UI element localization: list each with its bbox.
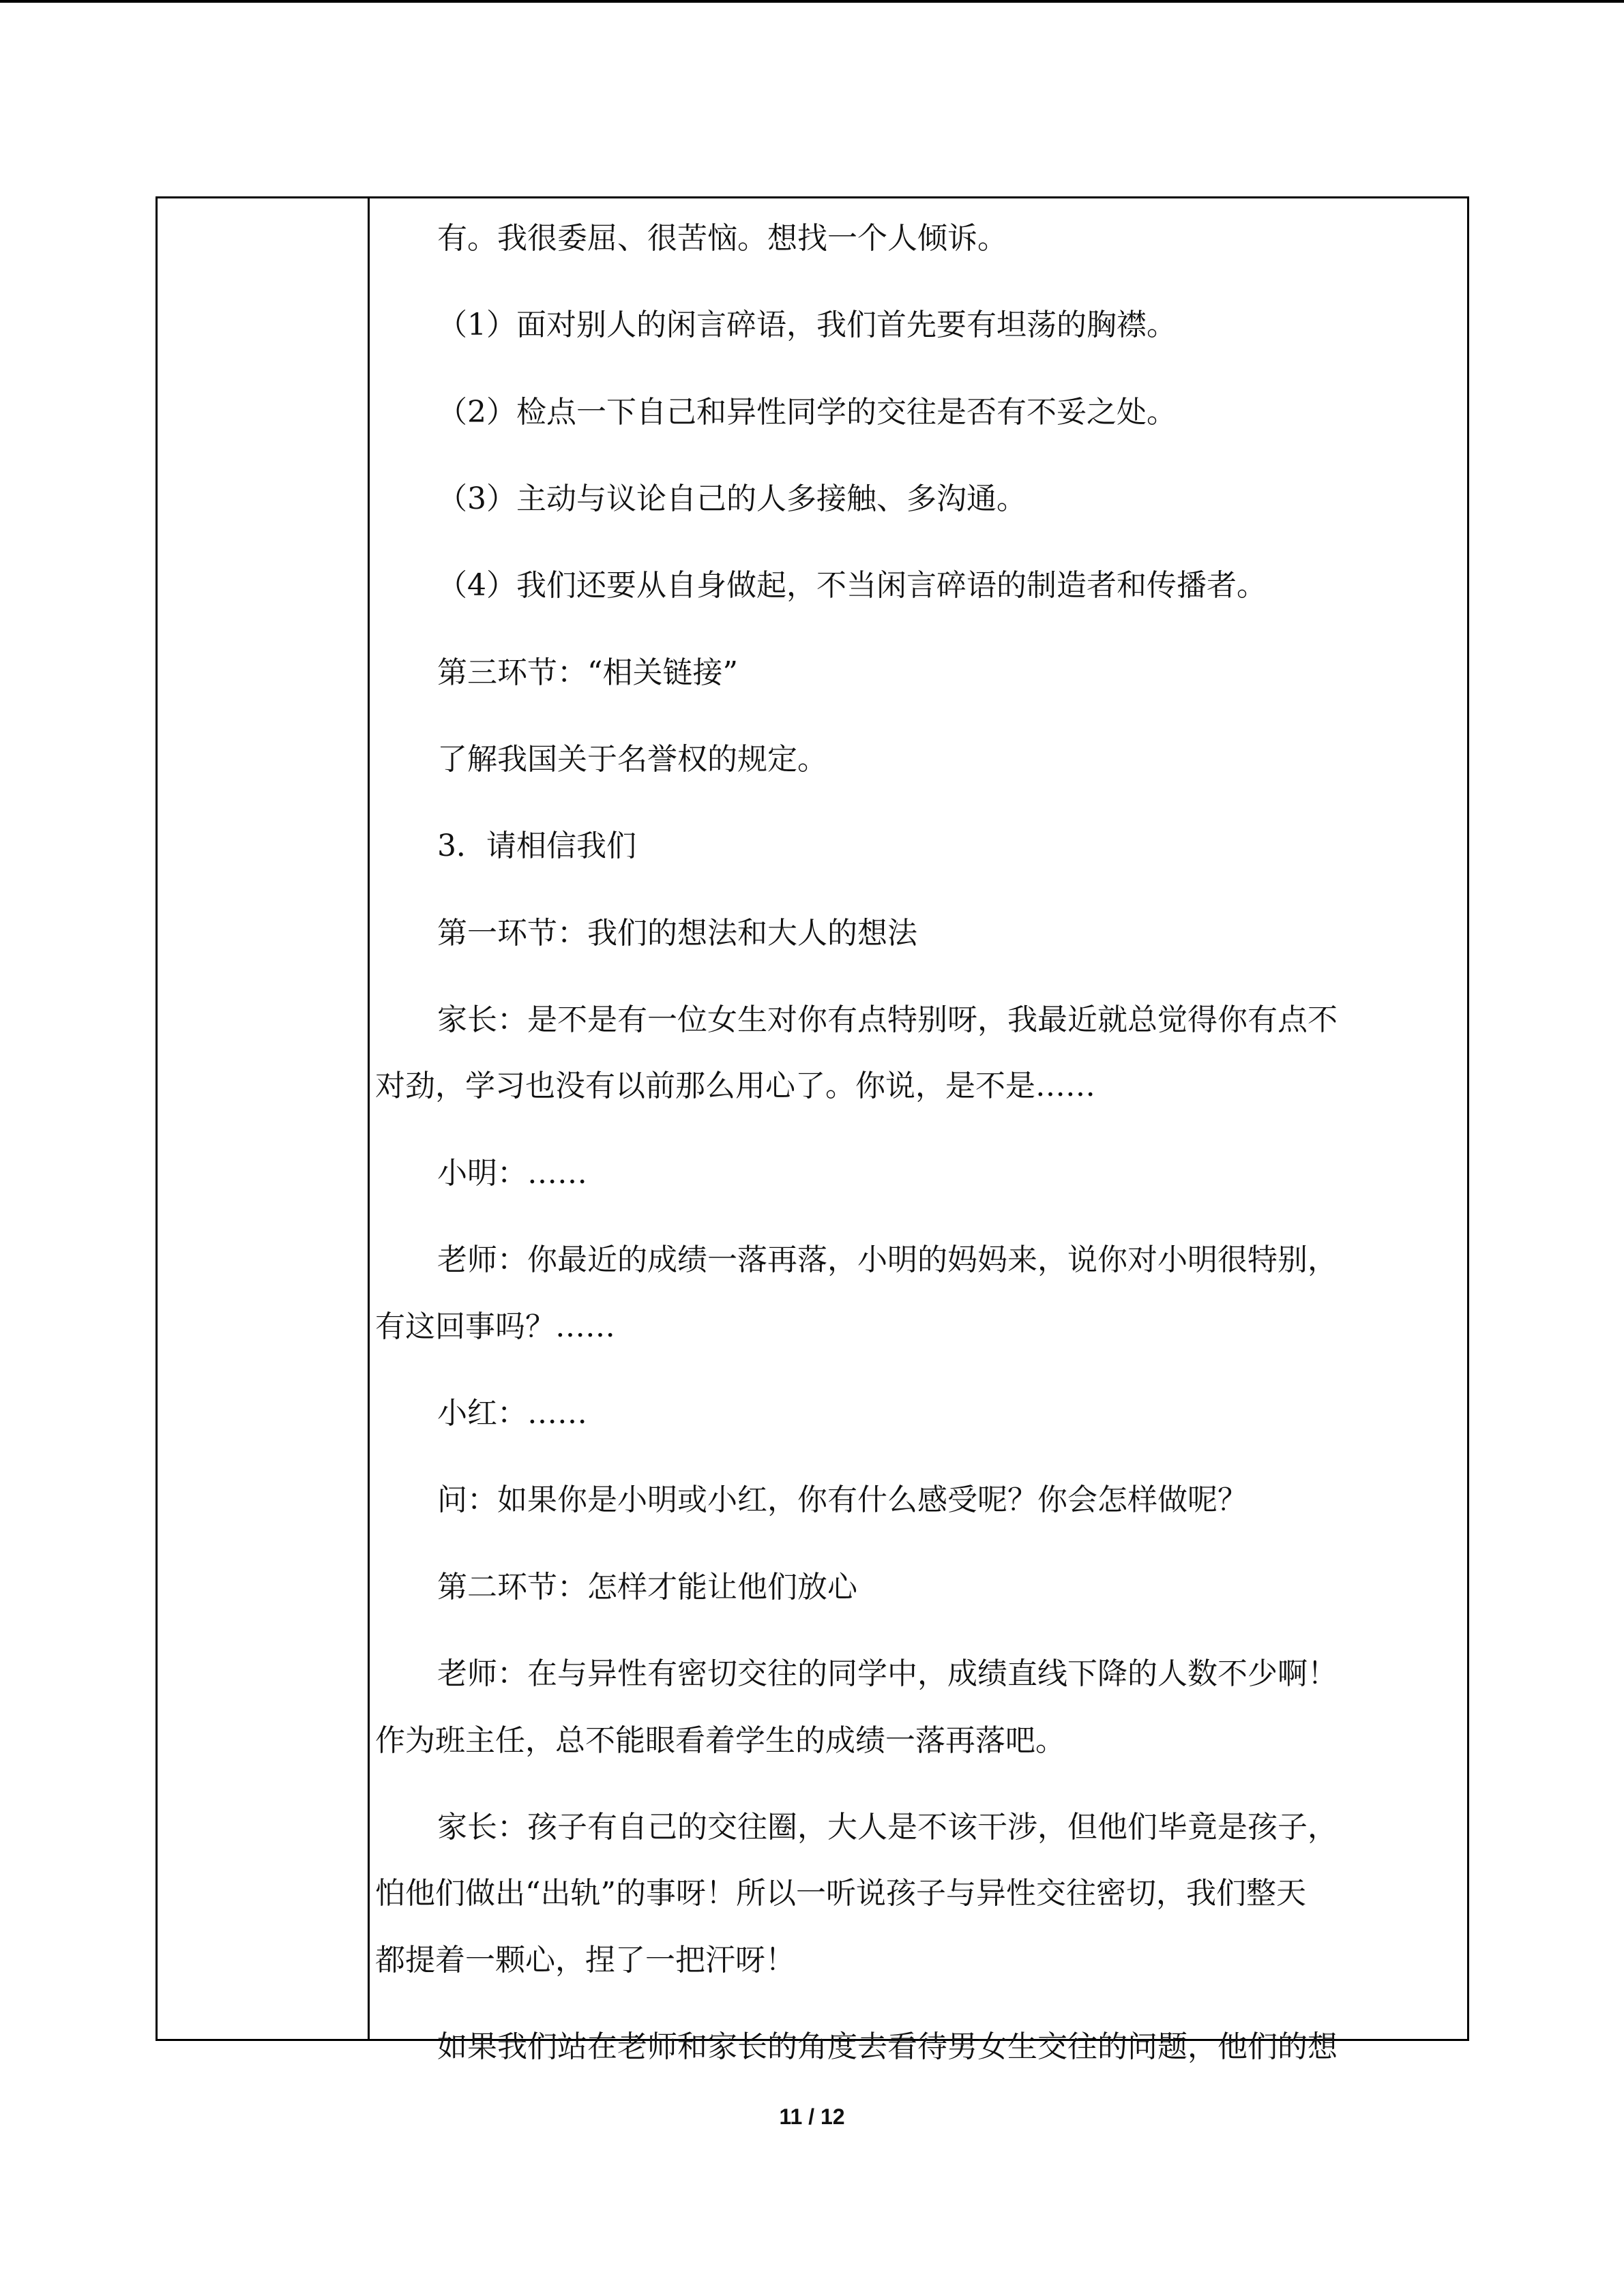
- text-line: 有这回事吗？……: [375, 1309, 615, 1344]
- text-line: 作为班主任，总不能眼看着学生的成绩一落再落吧。: [375, 1723, 1065, 1758]
- text-line: 老师：你最近的成绩一落再落，小明的妈妈来，说你对小明很特别，: [437, 1242, 1338, 1277]
- text-line: 小红：……: [437, 1396, 587, 1431]
- lesson-table: [156, 196, 1469, 2064]
- text-line: 了解我国关于名誉权的规定。: [437, 742, 827, 777]
- text-line: 家长：孩子有自己的交往圈，大人是不该干涉，但他们毕竟是孩子，: [437, 1810, 1338, 1845]
- text-line: （1）面对别人的闲言碎语，我们首先要有坦荡的胸襟。: [437, 308, 1177, 342]
- text-line: 3．请相信我们: [437, 829, 636, 863]
- text-line: 如果我们站在老师和家长的角度去看待男女生交往的问题，他们的想: [437, 2029, 1338, 2064]
- text-line: 问：如果你是小明或小红，你有什么感受呢？你会怎样做呢？: [437, 1482, 1247, 1517]
- text-line: （3）主动与议论自己的人多接触、多沟通。: [437, 481, 1027, 516]
- text-line: 都提着一颗心，捏了一把汗呀！: [375, 1943, 795, 1978]
- left-label-cell: [158, 198, 368, 2039]
- text-line: 第三环节：“相关链接”: [437, 655, 738, 690]
- text-line: 第一环节：我们的想法和大人的想法: [437, 916, 917, 951]
- text-line: 第二环节：怎样才能让他们放心: [437, 1570, 857, 1605]
- text-line: 有。我很委屈、很苦恼。想找一个人倾诉。: [437, 221, 1007, 256]
- content-cell: [370, 198, 1467, 2064]
- text-line: 家长：是不是有一位女生对你有点特别呀，我最近就总觉得你有点不: [437, 1002, 1338, 1037]
- top-border-line: [0, 0, 1624, 3]
- text-line: 对劲，学习也没有以前那么用心了。你说，是不是……: [375, 1069, 1095, 1103]
- text-line: 怕他们做出“出轨”的事呀！所以一听说孩子与异性交往密切，我们整天: [375, 1876, 1306, 1911]
- text-line: （2）检点一下自己和异性同学的交往是否有不妥之处。: [437, 395, 1177, 430]
- text-line: （4）我们还要从自身做起，不当闲言碎语的制造者和传播者。: [437, 568, 1267, 603]
- text-line: 小明：……: [437, 1156, 587, 1191]
- text-line: 老师：在与异性有密切交往的同学中，成绩直线下降的人数不少啊！: [437, 1656, 1338, 1691]
- page-number: 11 / 12: [779, 2104, 845, 2129]
